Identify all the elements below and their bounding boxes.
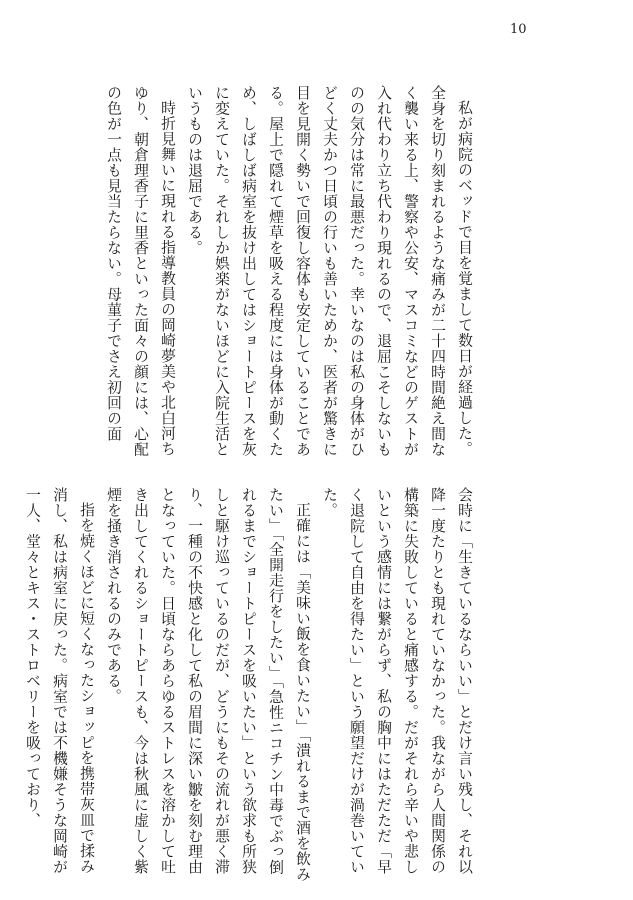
paragraph-1: 私が病院のベッドで目を覚まして数日が経過した。全身を切り刻まれるような痛みが二十四時間絶え間なく襲い来る上、警察や公安、マスコミなどのゲストが入れ代わり立ち代わり現れるので、退屈こそしないものの気分は常に最悪だった。幸いなのは私の身体がひどく丈夫かつ日頃の行いも善いためか、医者が驚きに目を見開く勢いで回復し容体も安定していることである。屋上で隠れて煙草を吸える程度には身体が動くため、しばしば病室を抜け出してはショートピースを灰に変えていた。それしか娯楽がないほどに入院生活というものは退屈である。 <box>186 85 473 457</box>
paragraph-2-end: 会時に「生きているならいい」とだけ言い残し、それ以降一度たりとも現れていなかった。我ながら人間関係の構築に失敗していると痛感する。だがそれら辛いや悲しいという感情には繋がらず、私の胸中にはただただ「早く退院して自由を得たい」という願望だけが渦巻いていた。 <box>321 487 473 875</box>
paragraph-4: 指を焼くほどに短くなったショッピを携帯灰皿で揉み消し、私は病室に戻った。病室では不機嫌そうな岡崎が一人、堂々とキス・ストロベリーを吸っており、 <box>24 487 95 875</box>
upper-text-block <box>105 85 478 470</box>
page-number: 10 <box>510 22 527 37</box>
paragraph-2-start: 時折見舞いに現れる指導教員の岡崎夢美や北白河ちゆり、朝倉理香子に里香といった面々の顔には、心配の色が一点も見当たらない。母菫子でさえ初回の面 <box>105 85 176 457</box>
paragraph-3: 正確には「美味い飯を食いたい」「潰れるまで酒を飲みたい」「全開走行をしたい」「急性ニコチン中毒でぶっ倒れるまでショートピースを吸いたい」という欲求も所狭しと駆け巡っているのだが、どうにもその流れが悪く滞り、一種の不快感と化して私の眉間に深い皺を刻む理由となっていた。日頃ならあらゆるストレスを溶かして吐き出してくれるショートピースも、今は秋風に虚しく紫煙を掻き消されるのみである。 <box>105 487 311 882</box>
lower-text-block <box>24 487 478 887</box>
